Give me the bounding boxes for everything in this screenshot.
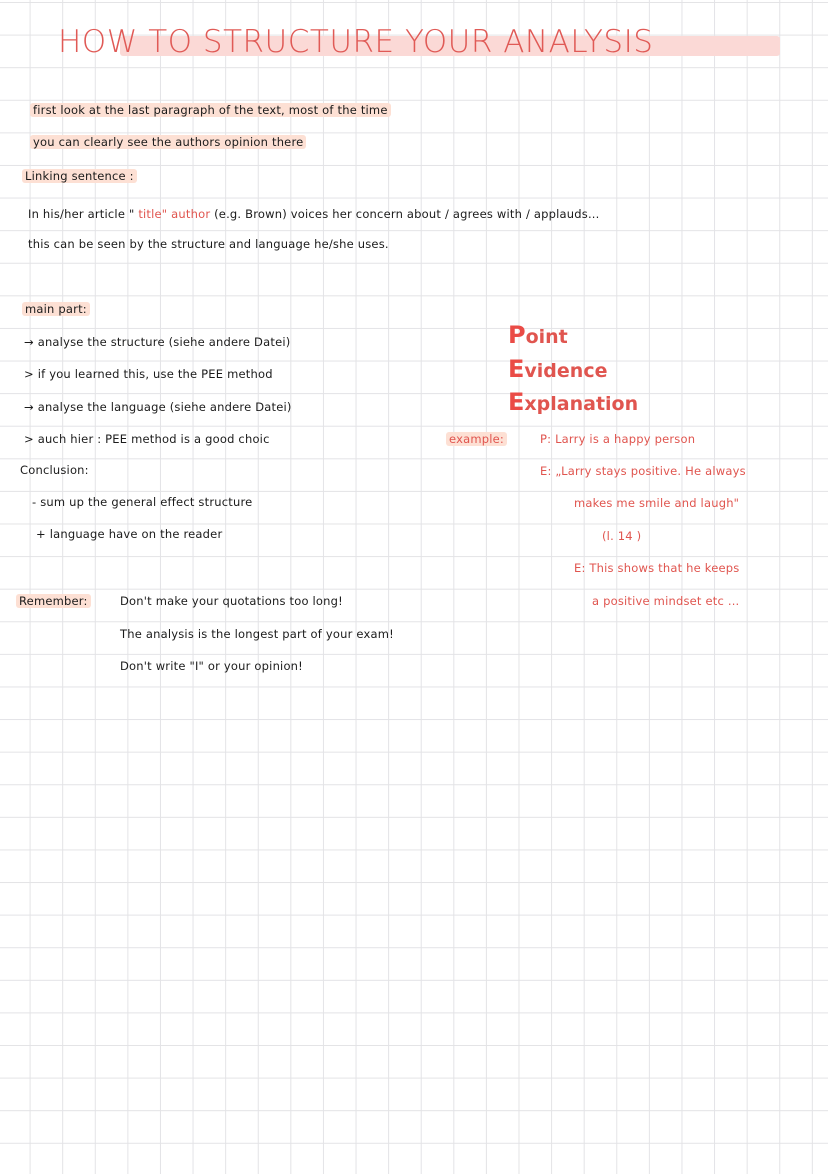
pee-explanation-rest: xplanation (524, 393, 639, 415)
linking-label (22, 168, 137, 184)
pee-explanation (508, 389, 638, 417)
main-item-2: > if you learned this, use the PEE method (24, 367, 273, 381)
pee-point (508, 322, 568, 350)
remember-label (16, 593, 91, 609)
pee-evidence-cap: E (508, 355, 525, 383)
linking-line-1-b: (e.g. Brown) voices her concern about / agrees with / applauds... (210, 207, 600, 221)
remember-line-1: Don't make your quotations too long! (120, 594, 343, 608)
example-evidence-2: makes me smile and laugh" (574, 496, 740, 510)
intro-line-1 (30, 102, 391, 118)
main-item-1: → analyse the structure (siehe andere Datei) (24, 335, 291, 349)
intro-line-1-text: first look at the last paragraph of the text, most of the time (30, 103, 391, 117)
intro-line-2 (30, 134, 306, 150)
example-explanation-2: a positive mindset etc ... (592, 594, 740, 608)
linking-label-text: Linking sentence : (22, 169, 137, 183)
linking-line-2: this can be seen by the structure and language he/she uses. (28, 237, 389, 251)
pee-evidence-rest: vidence (524, 360, 608, 382)
linking-line-1-author: author (167, 207, 211, 221)
main-part-label (22, 301, 90, 317)
conclusion-label: Conclusion: (20, 463, 89, 477)
page-title: HOW TO STRUCTURE YOUR ANALYSIS (58, 24, 654, 60)
example-explanation-1: E: This shows that he keeps (574, 561, 740, 575)
linking-line-1-title: title" (138, 207, 168, 221)
example-label-text: example: (446, 432, 507, 446)
intro-line-2-text: you can clearly see the authors opinion there (30, 135, 306, 149)
example-label (446, 431, 507, 447)
example-evidence-ref: (l. 14 ) (602, 529, 642, 543)
example-point: P: Larry is a happy person (540, 432, 696, 446)
main-item-3: → analyse the language (siehe andere Datei) (24, 400, 292, 414)
remember-line-2: The analysis is the longest part of your exam! (120, 627, 394, 641)
linking-line-1 (28, 206, 600, 222)
conclusion-line-1: - sum up the general effect structure (32, 495, 253, 509)
pee-explanation-cap: E (508, 388, 525, 416)
pee-evidence (508, 356, 607, 384)
remember-label-text: Remember: (16, 594, 91, 608)
pee-point-cap: P (508, 321, 526, 349)
conclusion-line-2: + language have on the reader (36, 527, 223, 541)
example-evidence-1: E: „Larry stays positive. He always (540, 464, 746, 478)
pee-point-rest: oint (525, 326, 568, 348)
linking-line-1-a: In his/her article " (28, 207, 139, 221)
main-item-4: > auch hier : PEE method is a good choic (24, 432, 270, 446)
main-part-label-text: main part: (22, 302, 90, 316)
remember-line-3: Don't write "I" or your opinion! (120, 659, 303, 673)
